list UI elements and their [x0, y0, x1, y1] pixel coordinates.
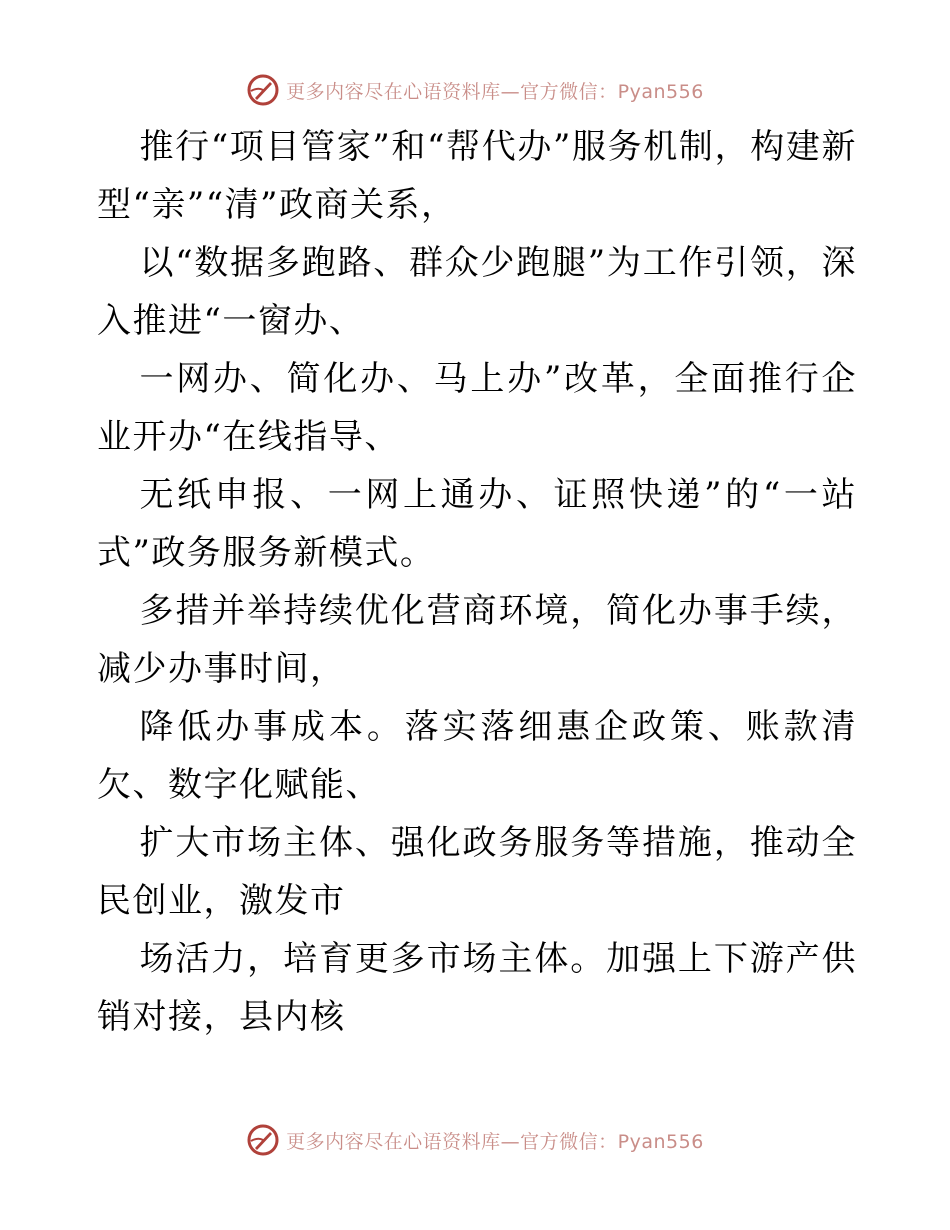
header-banner-text: 更多内容尽在心语资料库—官方微信：Pyan556 [286, 80, 704, 103]
paragraph: 以“数据多跑路、群众少跑腿”为工作引领，深入推进“一窗办、 [97, 243, 857, 341]
paragraph: 无纸申报、一网上通办、证照快递”的“一站式”政务服务新模式。 [97, 475, 857, 573]
quill-seal-icon [246, 1123, 280, 1157]
paragraph: 推行“项目管家”和“帮代办”服务机制，构建新型“亲”“清”政商关系， [97, 127, 857, 225]
paragraph: 扩大市场主体、强化政务服务等措施，推动全民创业，激发市 [97, 823, 857, 921]
footer-banner-text: 更多内容尽在心语资料库—官方微信：Pyan556 [286, 1130, 704, 1153]
header-banner [0, 70, 950, 110]
paragraph: 一网办、简化办、马上办”改革，全面推行企业开办“在线指导、 [97, 359, 857, 457]
paragraph: 场活力，培育更多市场主体。加强上下游产供销对接，县内核 [97, 939, 857, 1037]
paragraph: 降低办事成本。落实落细惠企政策、账款清欠、数字化赋能、 [97, 707, 857, 805]
footer-banner [0, 1120, 950, 1160]
paragraph: 多措并举持续优化营商环境，简化办事手续，减少办事时间， [97, 591, 857, 689]
quill-seal-icon [246, 73, 280, 107]
document-body [97, 118, 857, 1046]
